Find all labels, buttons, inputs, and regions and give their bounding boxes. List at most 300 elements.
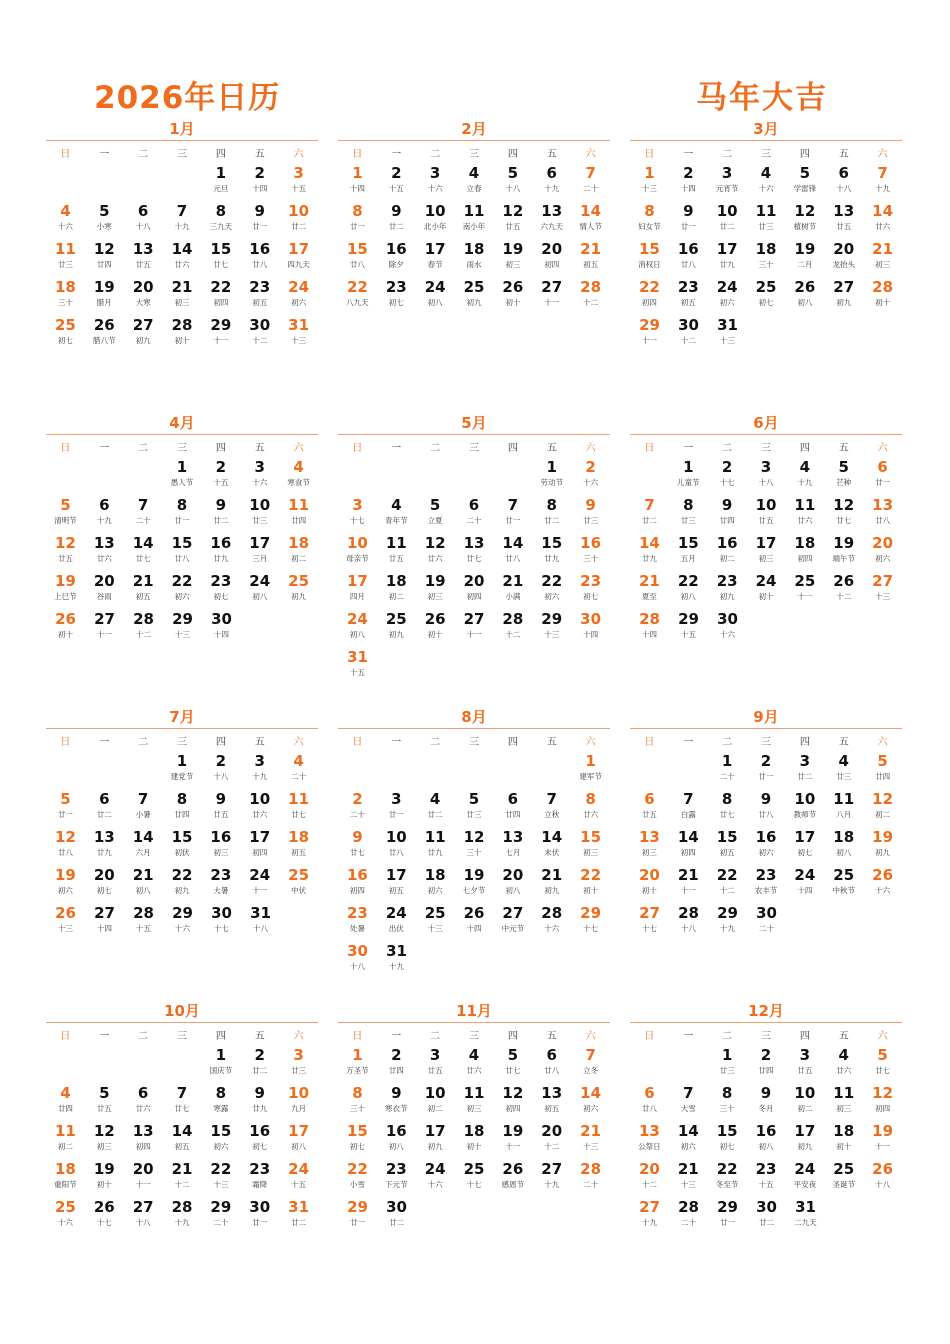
day-cell [571,1121,610,1159]
day-cell [493,1121,532,1159]
day-cell [493,239,532,277]
week-row [630,1083,902,1121]
day-number: 12 [93,240,115,258]
weekday-label: 二 [722,148,733,160]
lunar-label: 十六 [720,630,735,639]
week-row [338,1045,610,1083]
lunar-label: 初三 [96,1142,112,1151]
day-cell [630,201,669,239]
day-number: 18 [463,1122,485,1140]
day-cell [669,1121,708,1159]
day-cell [669,239,708,277]
day-cell [124,277,163,315]
day-cell [240,1121,279,1159]
day-number: 18 [385,572,407,590]
day-cell [785,1121,824,1159]
lunar-label: 万圣节 [346,1066,369,1075]
week-row [630,163,902,201]
day-number: 12 [93,1122,115,1140]
day-number: 11 [385,534,407,552]
day-number: 11 [463,1084,485,1102]
day-cell [455,495,494,533]
lunar-label: 廿五 [836,222,852,231]
day-cell [240,163,279,201]
day-cell [124,533,163,571]
day-cell [571,903,610,941]
weekday-header [630,435,902,457]
day-number: 2 [352,790,363,808]
lunar-label: 初五 [388,886,404,895]
day-number: 6 [877,458,888,476]
week-row [630,571,902,609]
day-number: 10 [424,1084,446,1102]
day-number: 9 [585,496,596,514]
day-cell [785,865,824,903]
lunar-label: 廿三 [836,772,852,781]
weekday-label: 一 [683,1030,694,1042]
weekday-label: 四 [507,736,518,748]
empty-cell [416,751,455,789]
lunar-label: 腊八节 [93,336,116,345]
day-cell [493,571,532,609]
weekday-label: 三 [469,1030,479,1042]
lunar-label: 初五 [719,848,735,857]
day-number: 14 [638,534,660,552]
day-number: 2 [391,1046,402,1064]
lunar-label: 廿二 [544,516,560,525]
lunar-label: 十八 [505,184,521,193]
day-cell [201,163,240,201]
lunar-label: 清明节 [54,516,77,525]
empty-cell [669,1045,708,1083]
day-number: 8 [546,496,557,514]
day-number: 16 [249,1122,271,1140]
lunar-label: 廿九 [213,554,229,563]
day-number: 27 [94,904,115,922]
day-number: 5 [99,202,110,220]
day-number: 18 [54,1160,76,1178]
day-cell [201,571,240,609]
day-number: 17 [794,1122,816,1140]
lunar-label: 中元节 [501,924,525,933]
lunar-label: 初六 [174,592,190,601]
lunar-label: 十三 [544,630,560,639]
day-number: 4 [799,458,811,476]
day-number: 13 [872,496,894,514]
day-cell [279,315,318,353]
day-cell [708,277,747,315]
day-cell [279,571,318,609]
day-number: 27 [639,904,660,922]
day-cell [747,1083,786,1121]
lunar-label: 初二 [57,1142,73,1151]
day-cell [455,789,494,827]
day-cell [493,865,532,903]
lunar-label: 廿三 [466,810,482,819]
day-cell [493,1045,532,1083]
day-number: 31 [250,904,271,922]
day-cell [863,571,902,609]
day-cell [377,163,416,201]
day-cell [163,789,202,827]
day-cell [279,865,318,903]
day-number: 29 [717,1198,738,1216]
day-number: 16 [249,240,271,258]
week-row [630,827,902,865]
day-number: 22 [346,1160,368,1178]
week-row [46,865,318,903]
day-cell [824,1121,863,1159]
day-cell [747,865,786,903]
empty-cell [46,1045,85,1083]
lunar-label: 立冬 [583,1066,599,1075]
lunar-label: 十九 [174,222,190,231]
day-number: 20 [93,866,115,884]
day-number: 22 [580,866,602,884]
lunar-label: 初八 [797,298,813,307]
month-block [338,1000,610,1235]
day-cell [46,1121,85,1159]
week-row [46,827,318,865]
weekday-label: 二 [138,442,149,454]
empty-cell [46,751,85,789]
day-number: 30 [580,610,602,628]
day-number: 30 [678,316,699,334]
day-number: 12 [463,828,485,846]
day-number: 27 [132,316,154,334]
day-number: 13 [132,1122,154,1140]
day-number: 14 [502,534,524,552]
weekday-label: 三 [469,736,479,748]
day-number: 6 [507,790,519,808]
lunar-label: 三十 [583,554,599,563]
day-number: 28 [541,904,563,922]
day-number: 28 [171,1198,193,1216]
lunar-label: 十五 [681,630,696,639]
weekday-label: 四 [215,442,226,454]
lunar-label: 初三 [466,1104,482,1113]
day-cell [201,1197,240,1235]
day-number: 26 [55,904,76,922]
lunar-label: 初九 [836,298,852,307]
day-cell [338,571,377,609]
weekday-header [46,141,318,163]
lunar-label: 初四 [213,298,229,307]
weekday-label: 五 [838,1030,849,1042]
lunar-label: 廿一 [680,222,696,231]
day-number: 27 [94,610,115,628]
day-cell [493,163,532,201]
day-number: 13 [638,828,660,846]
week-row [338,201,610,239]
empty-cell [377,457,416,495]
lunar-label: 初二 [719,554,735,563]
lunar-label: 初十 [641,886,657,895]
day-cell [124,201,163,239]
week-row [338,789,610,827]
day-number: 24 [424,278,446,296]
day-cell [377,865,416,903]
day-cell [279,1197,318,1235]
day-number: 25 [833,1160,855,1178]
day-number: 25 [463,278,485,296]
lunar-label: 初四 [505,1104,521,1113]
day-cell [571,865,610,903]
day-cell [669,533,708,571]
lunar-label: 十九 [720,924,735,933]
lunar-label: 教师节 [793,810,817,819]
lunar-label: 十八 [758,478,774,487]
lunar-label: 二十 [466,516,482,525]
month-title: 9月 [753,708,779,726]
day-number: 28 [580,278,602,296]
lunar-label: 初四 [135,1142,151,1151]
lunar-label: 小寒 [96,222,112,231]
day-number: 14 [541,828,563,846]
day-number: 13 [833,202,855,220]
lunar-label: 初三 [875,260,891,269]
lunar-label: 十九 [252,772,268,781]
day-number: 24 [385,904,407,922]
day-cell [279,495,318,533]
lunar-label: 廿七 [349,848,365,857]
lunar-label: 十三 [641,184,657,193]
day-number: 29 [678,610,699,628]
day-cell [571,571,610,609]
day-number: 10 [794,790,816,808]
day-number: 22 [716,866,738,884]
day-cell [863,239,902,277]
day-cell [338,789,377,827]
day-number: 26 [424,610,446,628]
day-number: 29 [210,316,232,334]
day-number: 18 [833,828,855,846]
lunar-label: 初二 [427,1104,443,1113]
day-number: 7 [683,1084,694,1102]
day-number: 22 [716,1160,738,1178]
lunar-label: 廿一 [875,478,891,487]
weekday-label: 一 [391,736,402,748]
empty-cell [493,751,532,789]
lunar-label: 初三 [505,260,521,269]
day-cell [85,315,124,353]
week-row [338,277,610,315]
lunar-label: 十六 [758,184,774,193]
lunar-label: 二十 [213,1218,229,1227]
lunar-label: 初九 [291,592,307,601]
lunar-label: 初十 [427,630,443,639]
lunar-label: 廿七 [291,810,307,819]
day-number: 3 [352,496,363,514]
day-number: 4 [838,752,849,770]
day-number: 24 [424,1160,446,1178]
day-number: 26 [93,316,115,334]
day-number: 15 [346,1122,368,1140]
lunar-label: 初五 [135,592,151,601]
lunar-label: 初九 [466,298,482,307]
day-cell [85,533,124,571]
day-cell [824,571,863,609]
day-cell [279,533,318,571]
day-number: 14 [171,240,193,258]
day-cell [785,571,824,609]
lunar-label: 寒食节 [287,478,310,487]
lunar-label: 十七 [349,516,365,525]
day-number: 4 [293,458,304,476]
day-number: 29 [541,610,563,628]
weekday-label: 五 [254,1030,265,1042]
day-number: 8 [721,1084,733,1102]
week-row [338,903,610,941]
lunar-label: 廿三 [758,222,774,231]
day-cell [708,1045,747,1083]
weekday-label: 日 [644,1030,655,1042]
day-cell [201,239,240,277]
month-title: 10月 [164,1002,200,1020]
lunar-label: 十一 [505,1142,521,1151]
day-number: 11 [794,496,816,514]
day-cell [85,571,124,609]
lunar-label: 十六 [544,924,560,933]
day-cell [863,1045,902,1083]
day-number: 3 [254,752,265,770]
day-number: 29 [717,904,738,922]
lunar-label: 廿二 [291,1218,307,1227]
lunar-label: 十九 [544,184,560,193]
day-number: 28 [580,1160,602,1178]
day-number: 8 [585,790,596,808]
day-cell [571,789,610,827]
lunar-label: 十三 [58,924,73,933]
day-number: 7 [877,164,888,182]
day-cell [240,789,279,827]
day-number: 5 [877,1046,888,1064]
day-cell [377,1083,416,1121]
day-cell [532,1159,571,1197]
day-cell [455,201,494,239]
day-cell [708,751,747,789]
lunar-label: 十五 [291,1180,307,1189]
day-cell [240,1197,279,1235]
day-number: 29 [639,316,660,334]
day-number: 19 [93,278,115,296]
day-number: 8 [683,496,694,514]
empty-cell [85,163,124,201]
day-cell [785,533,824,571]
day-cell [669,277,708,315]
lunar-label: 建党节 [170,772,194,781]
weekday-header [630,1023,902,1045]
day-cell [630,1159,669,1197]
week-row [338,827,610,865]
lunar-label: 十二 [641,1180,657,1189]
day-number: 5 [507,1046,519,1064]
day-cell [455,609,494,647]
day-number: 9 [391,202,402,220]
lunar-label: 建军节 [579,772,602,781]
day-cell [124,609,163,647]
day-cell [630,1083,669,1121]
lunar-label: 十五 [388,184,404,193]
lunar-label: 廿五 [505,222,521,231]
lunar-label: 二十 [135,516,151,525]
day-number: 21 [132,866,154,884]
day-number: 6 [99,790,110,808]
day-number: 2 [215,752,227,770]
month-block [630,706,902,941]
lunar-label: 初七 [57,336,73,345]
day-number: 9 [254,1084,265,1102]
day-number: 11 [288,790,310,808]
day-number: 15 [716,1122,738,1140]
day-number: 17 [288,240,310,258]
day-cell [46,1083,85,1121]
lunar-label: 十一 [213,336,229,345]
day-number: 10 [424,202,446,220]
day-cell [824,201,863,239]
day-number: 26 [872,1160,894,1178]
lunar-label: 廿三 [680,516,696,525]
day-number: 22 [171,866,193,884]
weekday-label: 六 [293,442,304,454]
lunar-label: 寒露 [213,1104,229,1113]
lunar-label: 立春 [466,184,482,193]
day-number: 21 [872,240,894,258]
day-number: 15 [171,534,193,552]
lunar-label: 十四 [214,630,229,639]
day-cell [630,315,669,353]
weekday-label: 三 [761,1030,771,1042]
week-row [46,1083,318,1121]
day-cell [163,865,202,903]
lunar-label: 廿五 [135,260,151,269]
weekday-label: 一 [683,442,694,454]
lunar-label: 四月 [349,592,365,601]
day-cell [630,163,669,201]
lunar-label: 龙抬头 [832,260,855,269]
lunar-label: 十三 [583,1142,599,1151]
empty-cell [493,457,532,495]
weekday-label: 六 [585,736,596,748]
empty-cell [46,163,85,201]
day-number: 24 [288,278,310,296]
day-cell [279,163,318,201]
day-number: 2 [215,458,227,476]
day-number: 8 [176,496,188,514]
lunar-label: 十四 [349,184,365,193]
day-number: 16 [210,828,232,846]
day-number: 11 [288,496,310,514]
month-block [338,706,610,979]
day-number: 27 [541,278,563,296]
day-number: 3 [721,164,733,182]
day-number: 1 [176,458,188,476]
day-cell [455,1159,494,1197]
day-cell [669,609,708,647]
day-number: 29 [580,904,602,922]
lunar-label: 初七 [96,886,112,895]
day-cell [571,533,610,571]
day-number: 19 [872,828,894,846]
day-cell [240,201,279,239]
lunar-label: 廿四 [96,260,112,269]
day-number: 21 [541,866,563,884]
day-cell [46,789,85,827]
day-cell [240,827,279,865]
lunar-label: 十九 [544,1180,560,1189]
day-number: 19 [54,572,76,590]
weekday-header [630,729,902,751]
